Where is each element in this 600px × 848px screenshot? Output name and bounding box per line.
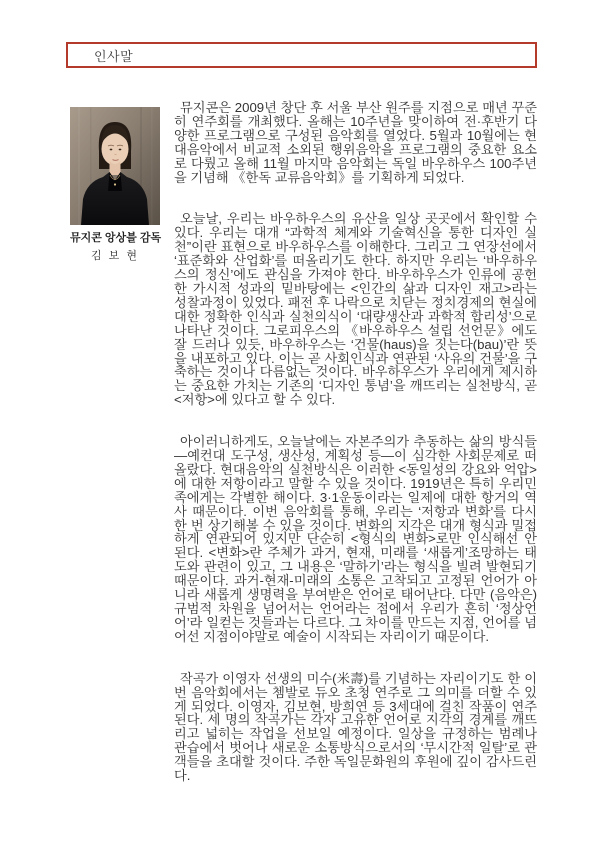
photo-caption-name: 김 보 현 bbox=[91, 250, 139, 262]
photo-caption-role: 뮤지콘 앙상블 감독 bbox=[70, 232, 162, 244]
paragraph-bauhaus: 오늘날, 우리는 바우하우스의 유산을 일상 곳곳에서 확인할 수 있다. 우리는 대개 “과학적 체계와 기술혁신을 통한 디자인 실천”이란 표현으로 바우하우스를 이해한다. 그리고 그 연장선에서 ‘표준화와 산업화’를 떠올리기도 한다. 하지만 우리는 ‘바우하우스의 정신’에도 관심을 가져야 한다. 바우하우스가 인류에 공헌한 가시적 성과의 밑바탕에는 <인간의 삶과 디자인 재고>라는 성찰과정이 있었다. 패전 후 나락으로 치닫는 정치경제의 현실에 대한 정확한 인식과 실천의식이 ‘대량생산과 과학적 합리성’으로 나타난 것이다. 그로피우스의 《바우하우스 설립 선언문》에도 잘 드러나 있듯, 바우하우스는 ‘건물(haus)을 짓는다(bau)’란 뜻을 내포하고 있다. 이는 곧 사회인식과 연관된 ‘사유의 건물’을 구축하는 것이나 다름없는 것이다. 바우하우스가 우리에게 제시하는 중요한 가치는 기존의 ‘디자인 통념’을 깨뜨리는 실천방식, 곧 <저항>에 있다고 할 수 있다. bbox=[174, 211, 537, 408]
paragraph-resistance: 아이러니하게도, 오늘날에는 자본주의가 추동하는 삶의 방식들—예컨대 도구성, 생산성, 계획성 등—이 심각한 사회문제로 떠올랐다. 현대음악의 실천방식은 이러한 <동일성의 강요와 억압>에 대한 저항이라고 말할 수 있을 것이다. 1919년은 특히 우리민족에게는 각별한 해이다. 3·1운동이라는 일제에 대한 항거의 역사 때문이다. 이번 음악회를 통해, 우리는 ‘저항과 변화’를 다시 한 번 상기해볼 수 있을 것이다. 변화의 지각은 대개 형식과 밀접하게 연관되어 있지만 단순히 <형식의 변화>로만 인식해선 안 된다. <변화>란 주체가 과거, 현재, 미래를 ‘새롭게’조망하는 태도와 관련이 있고, 그 내용은 ‘말하기’라는 형식을 빌려 발현되기 때문이다. 과거-현재-미래의 소통은 고착되고 고정된 언어가 아니라 새롭게 생명력을 부여받은 언어로 태어난다. 다만 (음악은) 규범적 차원을 넘어서는 언어라는 점에서 우리가 흔히 ‘정상언어’라 일컫는 것들과는 다르다. 그 차이를 만드는 지점, 언어를 넘어선 지점이야말로 예술이 시작되는 자리이기 때문이다. bbox=[174, 434, 537, 644]
section-header-box bbox=[66, 42, 537, 68]
director-portrait-photo bbox=[70, 107, 160, 225]
director-photo-block bbox=[70, 107, 160, 263]
paragraph-concert: 작곡가 이영자 선생의 미수(米壽)를 기념하는 자리이기도 한 이번 음악회에서는 쳄발로 듀오 초청 연주로 그 의미를 더할 수 있게 되었다. 이영자, 김보현, 방희연 등 3세대에 걸친 작품이 연주된다. 세 명의 작곡가는 각자 고유한 언어로 지각의 경계를 깨뜨리고 넓히는 작업을 선보일 예정이다. 일상을 규정하는 범례나 관습에서 벗어나 새로운 소통방식으로서의 ‘무시간적 일탈’로 관객들을 초대할 것이다. 주한 독일문화원의 후원에 깊이 감사드린다. bbox=[174, 670, 537, 784]
section-title: 인사말 bbox=[94, 48, 134, 64]
greeting-body-text bbox=[174, 101, 537, 783]
paragraph-intro: 뮤지콘은 2009년 창단 후 서울 부산 원주를 지점으로 매년 꾸준히 연주회를 개최했다. 올해는 10주년을 맞이하여 전·후반기 다양한 프로그램으로 구성된 음악회를 열었다. 5월과 10월에는 현대음악에서 비교적 소외된 행위음악을 프로그램의 중요한 요소로 다뤘고 올해 11월 마지막 음악회는 독일 바우하우스 100주년을 기념해 《한독 교류음악회》를 기획하게 되었다. bbox=[174, 100, 537, 185]
